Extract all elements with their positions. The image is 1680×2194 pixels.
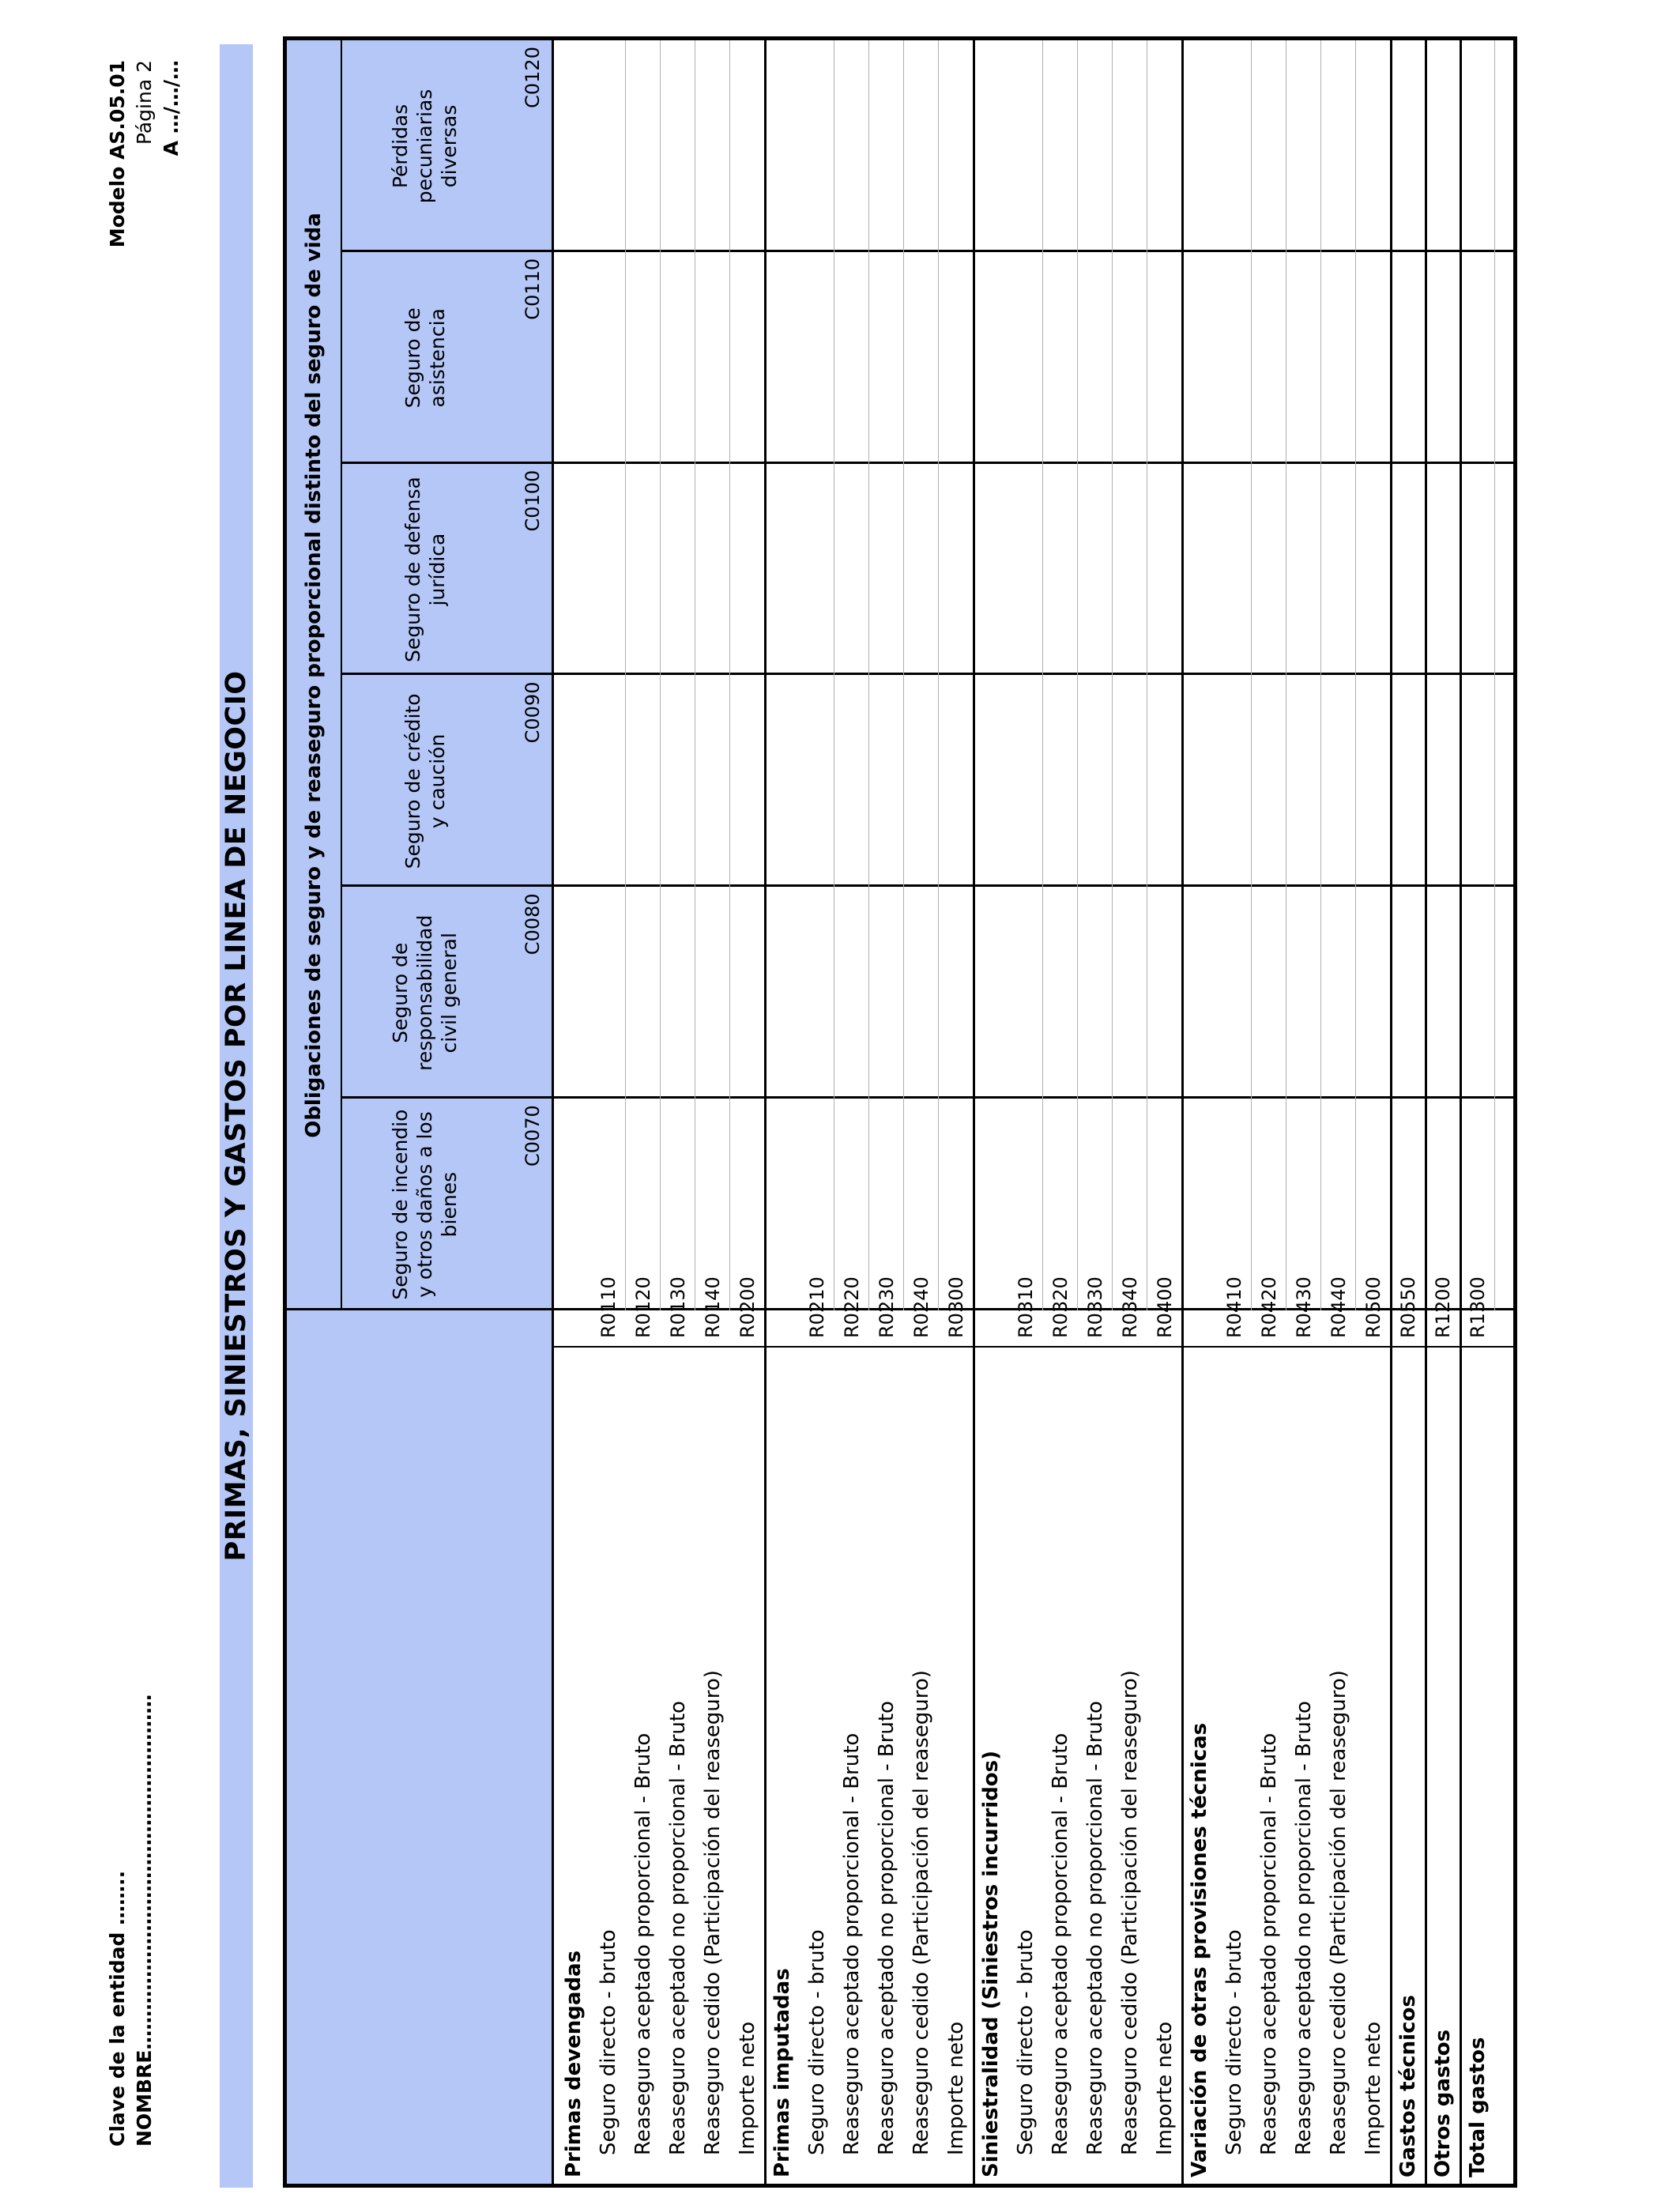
row-code-r1300: R1300 <box>1467 1276 1489 1338</box>
row-separator <box>1494 40 1495 1310</box>
model-header <box>104 60 185 305</box>
column-code-c0100: C0100 <box>522 469 544 532</box>
column-rule <box>341 250 1513 252</box>
row-code-r0320: R0320 <box>1049 1276 1072 1338</box>
row-code-r0430: R0430 <box>1293 1276 1315 1338</box>
row-label: Reaseguro aceptado proporcional - Bruto <box>840 1732 864 2155</box>
column-header-c0080: Seguro de responsabilidad civil general <box>389 914 461 1071</box>
group-rule <box>341 40 342 1310</box>
row-label: Reaseguro aceptado proporcional - Bruto <box>1049 1732 1072 2155</box>
row-code-r0330: R0330 <box>1084 1276 1106 1338</box>
row-code-r0130: R0130 <box>667 1276 689 1338</box>
row-label: Reaseguro cedido (Participación del reaseguro) <box>701 1670 725 2155</box>
column-code-c0070: C0070 <box>522 1105 544 1167</box>
row-label: Reaseguro aceptado no proporcional - Bruto <box>1083 1701 1107 2155</box>
row-code-r0500: R0500 <box>1362 1276 1384 1338</box>
row-label: Reaseguro aceptado proporcional - Bruto <box>631 1732 655 2155</box>
row-separator <box>1042 40 1043 1310</box>
entity-key: Clave de la entidad …….. <box>106 1870 129 2147</box>
row-label: Otros gastos <box>1431 2029 1455 2177</box>
column-header-c0070: Seguro de incendio y otros daños a los bienes <box>389 1109 461 1300</box>
column-rule <box>341 462 1513 464</box>
header-rule <box>552 40 554 2184</box>
row-code-r0420: R0420 <box>1258 1276 1280 1338</box>
row-label: Reaseguro cedido (Participación del reaseguro) <box>910 1670 933 2155</box>
row-separator <box>625 40 626 1310</box>
row-code-r0220: R0220 <box>841 1276 863 1338</box>
report-date: A …/…/… <box>160 60 183 156</box>
row-code-r0340: R0340 <box>1119 1276 1141 1338</box>
row-code-r0310: R0310 <box>1015 1276 1037 1338</box>
column-code-c0090: C0090 <box>522 681 544 744</box>
row-label: Siniestralidad (Siniestros incurridos) <box>979 1750 1003 2177</box>
row-label: Reaseguro cedido (Participación del reaseguro) <box>1118 1670 1142 2155</box>
row-code-r0410: R0410 <box>1223 1276 1245 1338</box>
title-band <box>220 44 253 2188</box>
row-code-r0230: R0230 <box>876 1276 898 1338</box>
row-separator <box>729 40 730 1310</box>
row-label: Importe neto <box>1362 2021 1385 2155</box>
row-separator <box>660 40 661 1310</box>
row-code-r0300: R0300 <box>945 1276 967 1338</box>
column-group-title: Obligaciones de seguro y de reaseguro proporcional distinto del seguro de vida <box>302 213 326 1138</box>
column-header-c0100: Seguro de defensa jurídica <box>401 477 449 662</box>
row-label: Reaseguro cedido (Participación del reaseguro) <box>1327 1670 1350 2155</box>
row-label: Total gastos <box>1466 2037 1490 2177</box>
row-label: Reaseguro aceptado proporcional - Bruto <box>1257 1732 1281 2155</box>
row-separator <box>1077 40 1078 1310</box>
row-separator <box>938 40 939 1310</box>
column-rule <box>341 884 1513 887</box>
row-label: Seguro directo - bruto <box>597 1929 620 2155</box>
row-label: Seguro directo - bruto <box>1222 1929 1246 2155</box>
row-label: Reaseguro aceptado no proporcional - Bruto <box>666 1701 690 2155</box>
row-code-r1200: R1200 <box>1432 1276 1454 1338</box>
row-code-r0110: R0110 <box>597 1276 620 1338</box>
row-separator <box>903 40 904 1310</box>
column-header-c0110: Seguro de asistencia <box>401 307 449 409</box>
row-label: Importe neto <box>944 2021 968 2155</box>
column-code-c0120: C0120 <box>522 47 544 108</box>
column-rule <box>341 673 1513 676</box>
row-code-r0210: R0210 <box>806 1276 828 1338</box>
row-code-r0440: R0440 <box>1328 1276 1350 1338</box>
row-separator <box>868 40 869 1310</box>
row-label: Gastos técnicos <box>1396 1995 1420 2177</box>
row-label: Primas devengadas <box>562 1950 586 2177</box>
column-code-c0080: C0080 <box>522 893 544 956</box>
row-label: Seguro directo - bruto <box>1014 1929 1038 2155</box>
form-table <box>283 36 1517 2188</box>
header-blank-cell <box>287 1310 552 2184</box>
row-label: Reaseguro aceptado no proporcional - Bruto <box>1292 1701 1316 2155</box>
row-code-r0140: R0140 <box>702 1276 724 1338</box>
model-id: Modelo AS.05.01 <box>106 60 129 248</box>
column-header-c0090: Seguro de crédito y caución <box>401 693 449 869</box>
column-header-c0120: Pérdidas pecuniarias diversas <box>389 89 461 204</box>
row-label: Reaseguro aceptado no proporcional - Bruto <box>875 1701 898 2155</box>
row-label: Seguro directo - bruto <box>805 1929 829 2155</box>
row-code-r0400: R0400 <box>1154 1276 1176 1338</box>
row-label: Importe neto <box>1153 2021 1177 2155</box>
row-code-r0550: R0550 <box>1397 1276 1419 1338</box>
row-separator <box>1251 40 1252 1310</box>
row-label: Primas imputadas <box>770 1968 794 2177</box>
row-code-r0200: R0200 <box>736 1276 759 1338</box>
column-rule <box>341 1096 1513 1099</box>
row-separator <box>1112 40 1113 1310</box>
row-code-r0120: R0120 <box>632 1276 654 1338</box>
row-label: Variación de otras provisiones técnicas <box>1188 1722 1211 2177</box>
page-title: PRIMAS, SINIESTROS Y GASTOS POR LINEA DE NEGOCIO <box>220 670 252 1562</box>
row-separator <box>1320 40 1321 1310</box>
row-separator <box>1355 40 1356 1310</box>
page-number: Página 2 <box>133 60 156 145</box>
row-code-r0240: R0240 <box>910 1276 932 1338</box>
entity-name: NOMBRE……………………………………………… <box>133 1694 156 2147</box>
entity-header <box>104 1695 158 2147</box>
column-code-c0110: C0110 <box>522 258 544 320</box>
row-label: Importe neto <box>736 2021 759 2155</box>
